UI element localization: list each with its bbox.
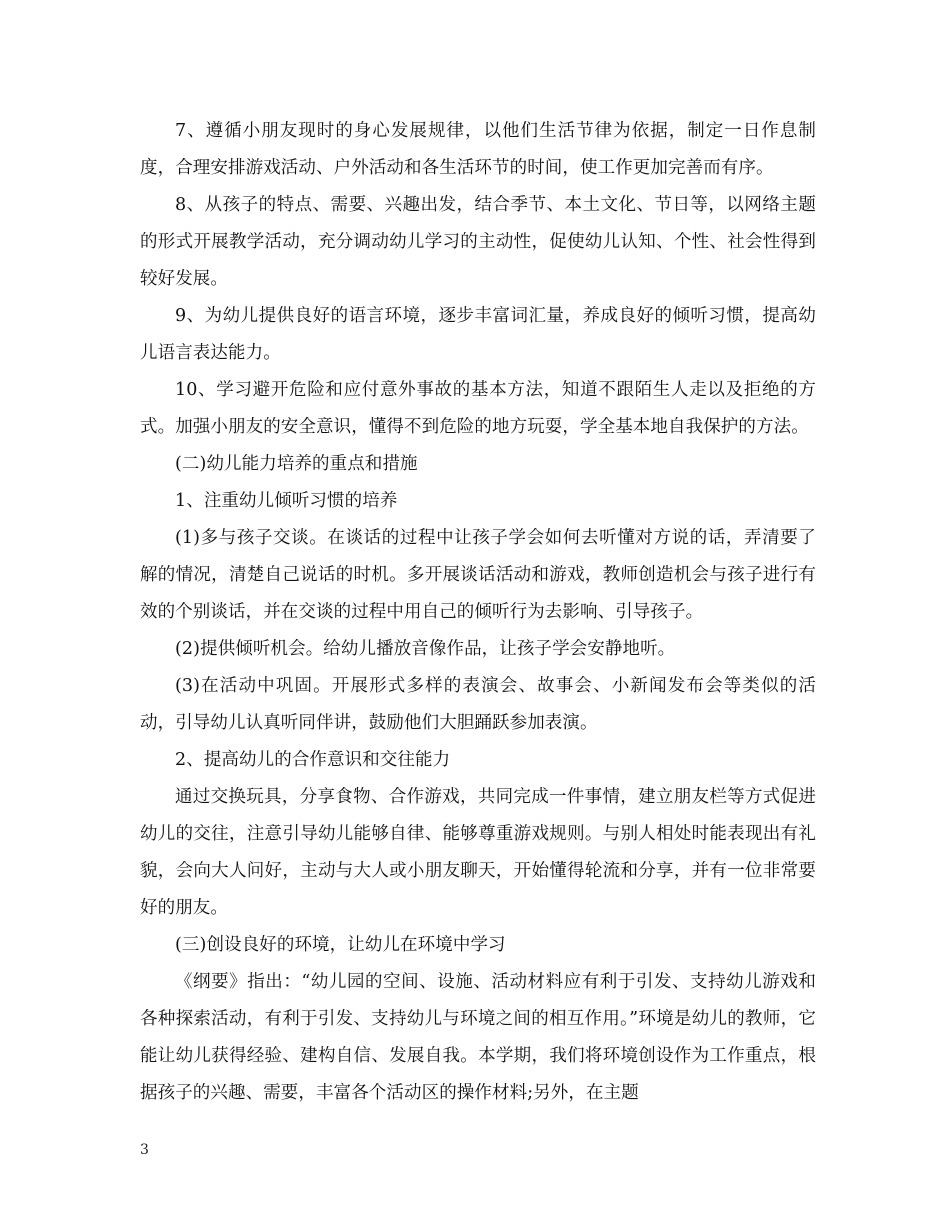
paragraph-talk-with-children: (1)多与孩子交谈。在谈话的过程中让孩子学会如何去听懂对方说的话，弄清要了解的情况，清楚自己说话的时机。多开展谈话活动和游戏，教师创造机会与孩子进行有效的个别谈话，并在交谈的过程中用自己的倾听行为去影响、引导孩子。	[140, 528, 816, 622]
subheading-listening-habits: 1、注重幼儿倾听习惯的培养	[175, 491, 398, 511]
paragraph-cooperation-details: 通过交换玩具，分享食物、合作游戏，共同完成一件事情，建立朋友栏等方式促进幼儿的交往，注意引导幼儿能够自律、能够尊重游戏规则。与别人相处时能表现出有礼貌，会向大人问好，主动与大人或小朋友聊天，开始懂得轮流和分享，并有一位非常要好的朋友。	[140, 787, 816, 918]
paragraph-item-10: 10、学习避开危险和应付意外事故的基本方法，知道不跟陌生人走以及拒绝的方式。加强小朋友的安全意识，懂得不到危险的地方玩耍，学全基本地自我保护的方法。	[140, 380, 816, 437]
paragraph-item-7: 7、遵循小朋友现时的身心发展规律，以他们生活节律为依据，制定一日作息制度，合理安排游戏活动、户外活动和各生活环节的时间，使工作更加完善而有序。	[140, 121, 816, 178]
section-heading-3: (三)创设良好的环境，让幼儿在环境中学习	[175, 935, 506, 955]
section-heading-2: (二)幼儿能力培养的重点和措施	[175, 454, 418, 474]
paragraph-item-8: 8、从孩子的特点、需要、兴趣出发，结合季节、本土文化、节日等，以网络主题的形式开展教学活动，充分调动幼儿学习的主动性，促使幼儿认知、个性、社会性得到较好发展。	[140, 195, 816, 289]
document-body	[140, 113, 816, 1112]
page-number: 3	[140, 1142, 149, 1158]
paragraph-consolidate-in-activities: (3)在活动中巩固。开展形式多样的表演会、故事会、小新闻发布会等类似的活动，引导幼儿认真听同伴讲，鼓励他们大胆踊跃参加表演。	[140, 676, 816, 733]
paragraph-item-9: 9、为幼儿提供良好的语言环境，逐步丰富词汇量，养成良好的倾听习惯，提高幼儿语言表达能力。	[140, 306, 816, 363]
subheading-cooperation: 2、提高幼儿的合作意识和交往能力	[175, 750, 451, 770]
paragraph-listening-opportunities: (2)提供倾听机会。给幼儿播放音像作品，让孩子学会安静地听。	[175, 639, 676, 659]
paragraph-environment: 《纲要》指出：“幼儿园的空间、设施、活动材料应有利于引发、支持幼儿游戏和各种探索活动，有利于引发、支持幼儿与环境之间的相互作用。”环境是幼儿的教师，它能让幼儿获得经验、建构自信、发展自我。本学期，我们将环境创设作为工作重点，根据孩子的兴趣、需要，丰富各个活动区的操作材料;另外，在主题	[140, 972, 816, 1103]
